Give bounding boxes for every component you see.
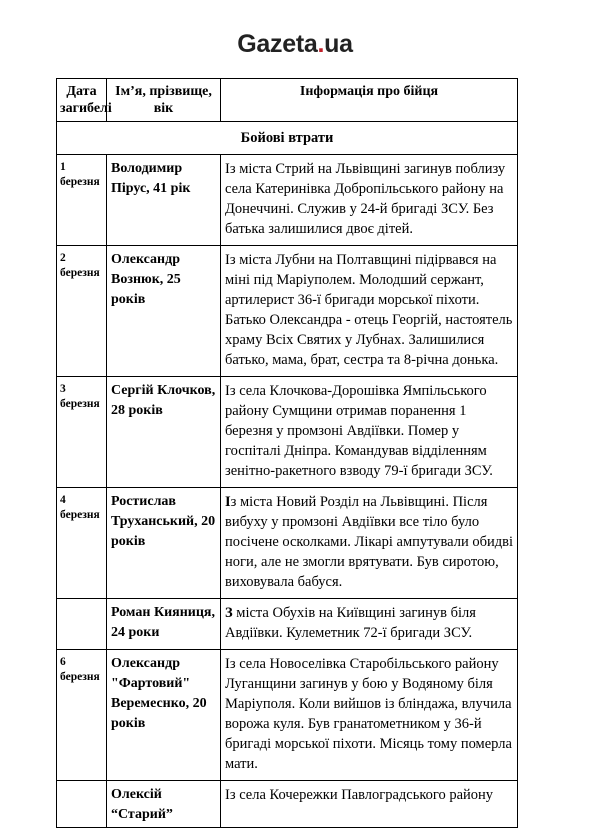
info-cell [221, 781, 518, 828]
name-cell: Ростислав Труханський, 20 років [107, 488, 221, 599]
info-cell [221, 488, 518, 599]
casualties-table [56, 78, 518, 828]
info-first-letter: І [225, 656, 230, 672]
logo-tld: ua [324, 30, 353, 58]
info-cell [221, 377, 518, 488]
table-row [57, 650, 518, 781]
info-text: міста Обухів на Київщині загинув біля Авдіївки. Кулеметник 72-ї бригади ЗСУ. [225, 605, 476, 641]
table-row [57, 488, 518, 599]
date-cell: 1 березня [57, 155, 107, 246]
date-cell: 2 березня [57, 246, 107, 377]
name-cell: Володимир Пірус, 41 рік [107, 155, 221, 246]
table-row [57, 377, 518, 488]
name-cell: Олександр "Фартовий" Веремеснко, 20 років [107, 650, 221, 781]
info-text: з міста Новий Розділ на Львівщині. Після вибуху у промзоні Авдіївки все тіло було посічене осколками. Лікарі ампутували обидві ноги, але не змогли врятувати. Був сиротою, виховувала бабуся. [225, 494, 514, 590]
info-text: з міста Лубни на Полтавщині підірвався на міні під Маріуполем. Молодший сержант, артилерист 36-ї бригади морської піхоти. Батько Олександра - отець Георгій, настоятель храму Всіх Святих у Лубнах. Залишилися батько, мама, брат, сестра та 8-річна донька. [225, 252, 513, 368]
date-cell: 6 березня [57, 650, 107, 781]
date-cell [57, 599, 107, 650]
table-row [57, 246, 518, 377]
info-cell [221, 599, 518, 650]
info-text: з міста Стрий на Львівщині загинув поблизу села Катеринівка Добропільського району на Донеччині. Служив у 24-й бригаді ЗСУ. Без батька залишилися двоє дітей. [225, 161, 506, 237]
header-date: Дата загибелі [57, 79, 107, 122]
section-title: Бойові втрати [57, 122, 518, 155]
name-cell: Сергій Клочков, 28 років [107, 377, 221, 488]
table-row [57, 599, 518, 650]
info-first-letter: І [225, 787, 230, 803]
info-first-letter: І [225, 383, 230, 399]
info-text: з села Новоселівка Старобільського району Луганщини загинув у бою у Водяному біля Маріуполя. Коли вийшов із бліндажа, влучила ворожа куля. Був гранатометником у 36-й бригаді морської піхоти. Місяць тому померла мати. [225, 656, 512, 772]
table-row [57, 155, 518, 246]
site-logo [0, 30, 590, 59]
header-name: Ім’я, прізвище, вік [107, 79, 221, 122]
date-cell [57, 781, 107, 828]
name-cell: Олексій “Старий” [107, 781, 221, 828]
info-text: з села Кочережки Павлоградського району [229, 787, 494, 803]
info-first-letter: З [225, 605, 233, 621]
header-row [57, 79, 518, 122]
info-first-letter: І [225, 252, 230, 268]
info-cell [221, 650, 518, 781]
name-cell: Олександр Вознюк, 25 років [107, 246, 221, 377]
info-text: з села Клочкова-Дорошівка Ямпільського району Сумщини отримав поранення 1 березня у промзоні Авдіївки. Помер у госпіталі Дніпра. Командував відділенням зенітно-ракетного взводу 79-ї бригади ЗСУ. [225, 383, 493, 479]
table-row [57, 781, 518, 828]
date-cell: 3 березня [57, 377, 107, 488]
logo-dot: . [317, 30, 325, 58]
name-cell: Роман Кияниця, 24 роки [107, 599, 221, 650]
date-cell: 4 березня [57, 488, 107, 599]
info-cell [221, 246, 518, 377]
info-first-letter: І [225, 161, 230, 177]
section-row [57, 122, 518, 155]
logo-name: Gazeta [237, 30, 318, 58]
info-first-letter: І [225, 494, 231, 510]
info-cell [221, 155, 518, 246]
header-info: Інформація про бійця [221, 79, 518, 122]
